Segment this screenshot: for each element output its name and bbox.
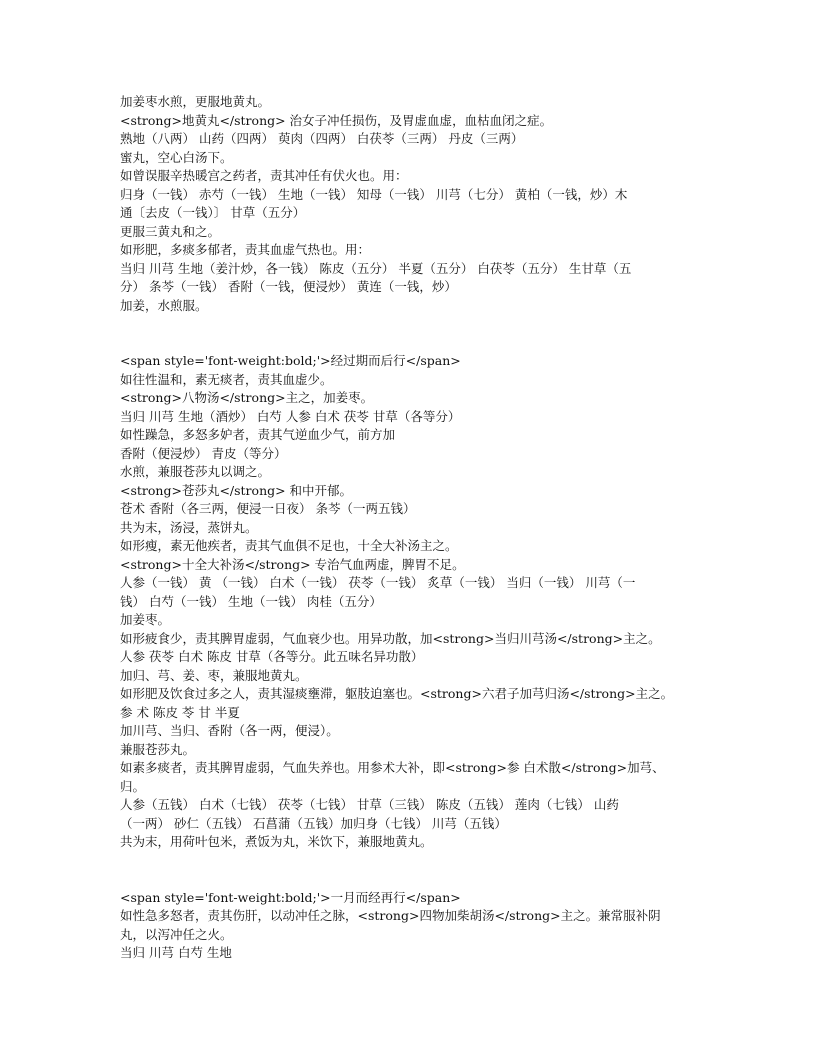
text-line: 钱） 白芍（一钱） 生地（一钱） 肉桂（五分） <box>120 593 382 609</box>
text-line: 蜜丸，空心白汤下。 <box>120 149 233 165</box>
text-line: 参 术 陈皮 苓 甘 半夏 <box>120 704 240 720</box>
text-line: 人参（五钱） 白术（七钱） 茯苓（七钱） 甘草（三钱） 陈皮（五钱） 莲肉（七钱） 山药 <box>120 797 619 812</box>
section-3 <box>120 889 700 963</box>
text-line: 加姜，水煎服。 <box>120 297 208 313</box>
text-line: 当归 川芎 白芍 生地 <box>120 945 232 960</box>
text-line: <strong>苍莎丸</strong> 和中开郁。 <box>120 482 353 498</box>
text-line: <span style='font-weight:bold;'>一月而经再行</span> <box>120 889 461 905</box>
text-line: 归。 <box>120 778 146 794</box>
document-body <box>120 93 700 963</box>
text-line: 通〔去皮（一钱）〕 甘草（五分） <box>120 205 306 220</box>
section-1 <box>120 93 700 315</box>
text-line: 如形疲食少，责其脾胃虚弱，气血衰少也。用异功散，加<strong>当归川芎汤</strong>主之。 <box>120 630 661 646</box>
text-line: 如性躁急，多怒多妒者，责其气逆血少气，前方加 <box>120 427 396 442</box>
section-2 <box>120 352 700 852</box>
text-line: 人参 茯苓 白术 陈皮 甘草（各等分。此五味名异功散） <box>120 649 424 664</box>
text-line: 如素多痰者，责其脾胃虚弱，气血失养也。用参术大补，即<strong>参 白术散</strong>加芎、 <box>120 760 665 775</box>
text-line: 水煎，兼服苍莎丸以调之。 <box>120 464 271 479</box>
text-line: 加归、芎、姜、枣，兼服地黄丸。 <box>120 667 308 683</box>
text-line: 加姜枣水煎，更服地黄丸。 <box>120 94 271 109</box>
text-line: 兼服苍莎丸。 <box>120 741 196 757</box>
text-line: 加姜枣。 <box>120 612 171 627</box>
text-line: 加川芎、当归、香附（各一两，便浸）。 <box>120 723 339 738</box>
text-line: <strong>十全大补汤</strong> 专治气血两虚，脾胃不足。 <box>120 556 465 572</box>
text-line: 分） 条芩（一钱） 香附（一钱，便浸炒） 黄连（一钱，炒） <box>120 279 457 294</box>
text-line: 如形肥，多痰多郁者，责其血虚气热也。用： <box>120 242 371 257</box>
text-line: 当归 川芎 生地（酒炒） 白芍 人参 白术 茯苓 甘草（各等分） <box>120 408 461 424</box>
text-line: 如曾误服辛热暖宫之药者，责其冲任有伏火也。用： <box>120 168 408 183</box>
text-line: 如往性温和，素无痰者，责其血虚少。 <box>120 371 333 387</box>
text-line: 归身（一钱） 赤芍（一钱） 生地（一钱） 知母（一钱） 川芎（七分） 黄柏（一钱，炒）木 <box>120 186 628 202</box>
text-line: 丸，以泻冲任之火。 <box>120 926 233 942</box>
text-line: （一两） 砂仁（五钱） 石菖蒲（五钱）加归身（七钱） 川芎（五钱） <box>120 815 507 831</box>
text-line: 共为末，汤浸，蒸饼丸。 <box>120 519 258 535</box>
text-line: 如形瘦，素无他疾者，责其气血俱不足也，十全大补汤主之。 <box>120 538 458 553</box>
section-gap <box>120 315 700 352</box>
text-line: 如形肥及饮食过多之人，责其湿痰壅滞，躯肢迫塞也。<strong>六君子加芎归汤</strong>主之。 <box>120 686 674 701</box>
text-line: <span style='font-weight:bold;'>经过期而后行</span> <box>120 353 461 368</box>
text-line: 如性急多怒者，责其伤肝，以动冲任之脉，<strong>四物加柴胡汤</strong>主之。兼常服补阴 <box>120 908 661 923</box>
text-line: 当归 川芎 生地（姜汁炒，各一钱） 陈皮（五分） 半夏（五分） 白茯苓（五分） 生甘草（五 <box>120 260 632 276</box>
text-line: 更服三黄丸和之。 <box>120 223 221 239</box>
text-line: 苍术 香附（各三两，便浸一日夜） 条芩（一两五钱） <box>120 501 416 516</box>
text-line: 熟地（八两） 山药（四两） 萸肉（四两） 白茯苓（三两） 丹皮（三两） <box>120 131 524 146</box>
text-line: <strong>八物汤</strong>主之，加姜枣。 <box>120 390 374 405</box>
text-line: <strong>地黄丸</strong> 治女子冲任损伤，及胃虚血虚，血枯血闭之症。 <box>120 112 553 128</box>
section-gap <box>120 852 700 889</box>
text-line: 人参（一钱） 黄 （一钱） 白术（一钱） 茯苓（一钱） 炙草（一钱） 当归（一钱） 川芎（一 <box>120 575 636 590</box>
text-line: 香附（便浸炒） 青皮（等分） <box>120 445 287 461</box>
text-line: 共为末，用荷叶包米，煮饭为丸，米饮下，兼服地黄丸。 <box>120 834 433 849</box>
